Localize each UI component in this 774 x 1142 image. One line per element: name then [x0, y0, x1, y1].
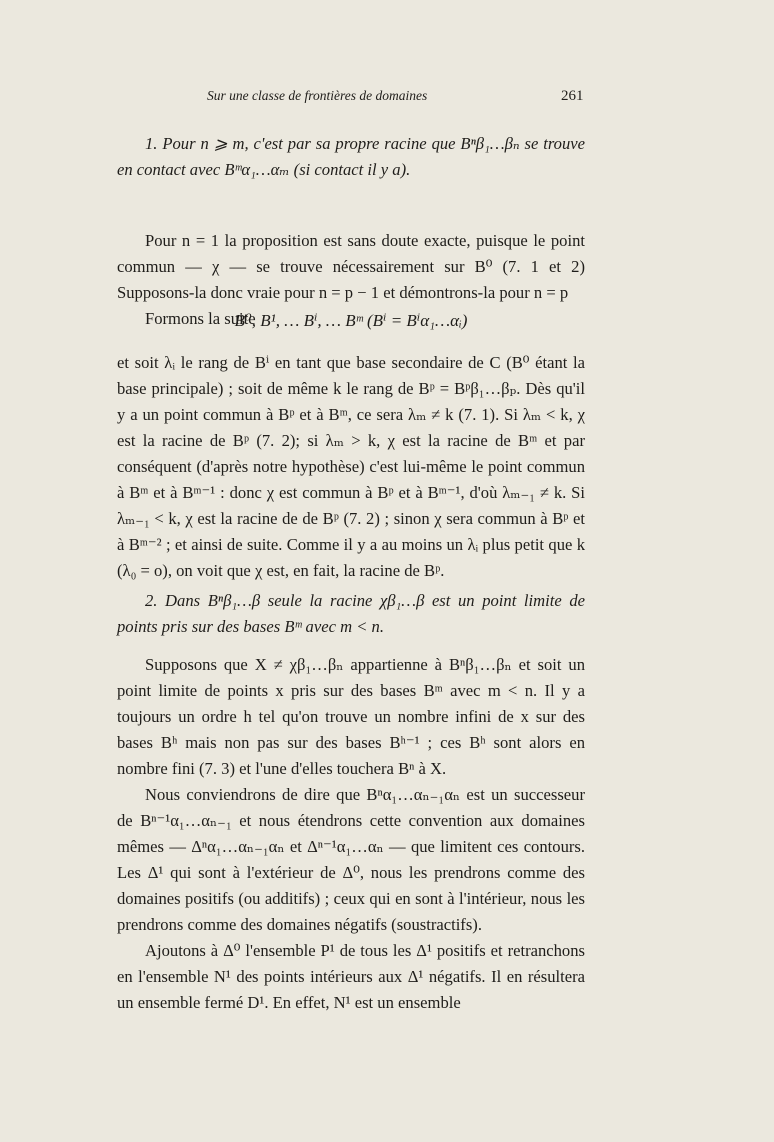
paragraph-block-3	[117, 652, 585, 1016]
paragraph-1: Pour n = 1 la proposition est sans doute exacte, puisque le point commun — χ — se trouve nécessairement sur B⁰ (7. 1 et 2) Supposons-la donc vraie pour n = p − 1 et démontrons-la pour n = p	[117, 231, 585, 302]
page-header	[0, 88, 774, 108]
proposition-2-text: 2. Dans Bⁿβ₁…β seule la racine χβ₁…β est un point limite de points pris sur des bases Bᵐ avec m < n.	[117, 591, 585, 636]
formula-block	[117, 308, 585, 334]
proposition-1-text: 1. Pour n ⩾ m, c'est par sa propre racine que Bⁿβ₁…βₙ se trouve en contact avec Bᵐα₁…αₘ (si contact il y a).	[117, 134, 585, 179]
running-title: Sur une classe de frontières de domaines	[207, 88, 428, 103]
paragraph-2: Formons la suite	[145, 309, 256, 328]
proposition-1	[117, 131, 585, 183]
proposition-2	[117, 588, 585, 640]
display-formula: B⁰, B¹, … Bⁱ, … Bᵐ (Bⁱ = Bⁱα₁…αᵢ)	[234, 311, 468, 330]
paragraph-block-2	[117, 350, 585, 584]
paragraph-4: Supposons que X ≠ χβ₁…βₙ appartienne à Bⁿβ₁…βₙ et soit un point limite de points x pris sur des bases Bᵐ avec m < n. Il y a toujours un ordre h tel qu'on trouve un nombre infini de x sur des bases Bʰ mais non pas sur des bases Bʰ⁻¹ ; ces Bʰ sont alors en nombre fini (7. 3) et l'une d'elles touchera Bⁿ à X.	[117, 655, 585, 778]
page-number: 261	[561, 88, 584, 104]
paragraph-5: Nous conviendrons de dire que Bⁿα₁…αₙ₋₁αₙ est un successeur de Bⁿ⁻¹α₁…αₙ₋₁ et nous étendrons cette convention aux domaines mêmes — Δⁿα₁…αₙ₋₁αₙ et Δⁿ⁻¹α₁…αₙ — que limitent ces contours. Les Δ¹ qui sont à l'extérieur de Δ⁰, nous les prendrons comme des domaines positifs (ou additifs) ; ceux qui en sont à l'intérieur, nous les prendrons comme des domaines négatifs (soustractifs).	[117, 785, 585, 934]
paragraph-6: Ajoutons à Δ⁰ l'ensemble P¹ de tous les Δ¹ positifs et retranchons en l'ensemble N¹ des points intérieurs aux Δ¹ négatifs. Il en résultera un ensemble fermé D¹. En effet, N¹ est un ensemble	[117, 941, 585, 1012]
paragraph-3: et soit λᵢ le rang de Bⁱ en tant que base secondaire de C (B⁰ étant la base principale) ; soit de même k le rang de Bᵖ = Bᵖβ₁…βₚ. Dès qu'il y a un point commun à Bᵖ et à Bᵐ, ce sera λₘ ≠ k (7. 1). Si λₘ < k, χ est la racine de Bᵖ (7. 2); si λₘ > k, χ est la racine de Bᵐ et par conséquent (d'après notre hypothèse) c'est lui-même le point commun à Bᵐ et à Bᵐ⁻¹ : donc χ est commun à Bᵖ et à Bᵐ⁻¹, d'où λₘ₋₁ ≠ k. Si λₘ₋₁ < k, χ est la racine de de Bᵖ (7. 2) ; sinon χ sera commun à Bᵖ et à Bᵐ⁻² ; et ainsi de suite. Comme il y a au moins un λᵢ plus petit que k (λ₀ = o), on voit que χ est, en fait, la racine de Bᵖ.	[117, 353, 585, 580]
